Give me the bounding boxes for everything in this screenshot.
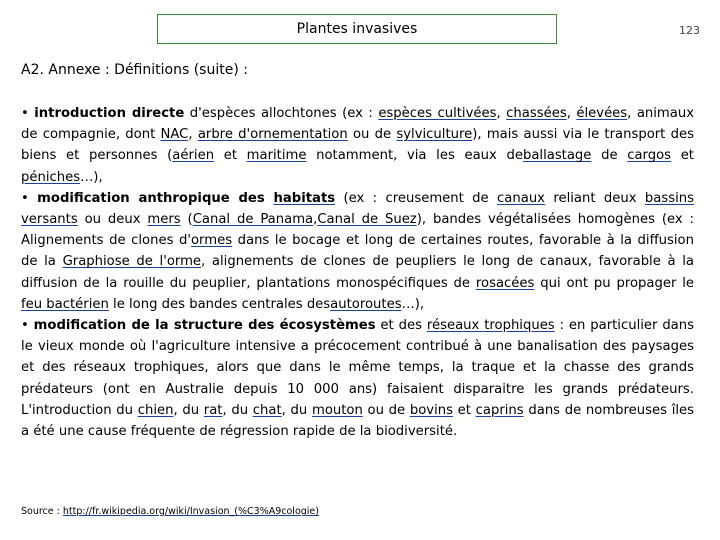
text-run: ( xyxy=(180,212,193,228)
text-run: (ex : creusement de xyxy=(335,190,498,206)
text-run: , xyxy=(566,106,577,121)
slide-title: Plantes invasives xyxy=(296,21,418,37)
text-run: , xyxy=(496,106,507,121)
wiki-link[interactable]: espèces cultivées xyxy=(378,106,497,121)
wiki-link[interactable]: ballastage xyxy=(522,148,592,164)
text-run: le long des bandes centrales des xyxy=(108,296,331,312)
wiki-link[interactable]: autoroutes xyxy=(330,296,402,312)
wiki-link[interactable]: canaux xyxy=(497,190,545,206)
wiki-link[interactable]: réseaux trophiques xyxy=(426,318,555,334)
text-run: dans de nombreuses îles a été une cause fréquente de régression rapide de la biodiversité. xyxy=(21,402,695,440)
wiki-link[interactable]: mers xyxy=(147,212,181,228)
text-run: et des xyxy=(375,318,427,334)
text-run: de xyxy=(591,148,628,164)
bullet-icon: • xyxy=(21,318,29,334)
text-run: ), mais aussi via le transport des biens et personnes ( xyxy=(21,127,694,164)
slide-title-box xyxy=(157,14,557,44)
text-run: , du xyxy=(281,402,312,418)
text-run: et xyxy=(214,148,247,164)
text-run: dans le bocage et long de certaines routes, favorable à la diffusion de la xyxy=(21,233,694,270)
definitions-body xyxy=(21,103,694,442)
text-run: , xyxy=(188,127,198,143)
section-title: A2. Annexe : Définitions (suite) : xyxy=(21,62,248,78)
wiki-link[interactable]: rat xyxy=(203,402,223,418)
text-run: , du xyxy=(173,402,204,418)
definition-paragraph xyxy=(21,315,694,442)
source-label: Source : xyxy=(21,506,63,517)
text-run: modification de la structure des écosystèmes xyxy=(33,318,376,334)
definition-paragraph xyxy=(21,188,694,315)
wiki-link[interactable]: arbre d'ornementation xyxy=(197,127,348,143)
source-link[interactable]: http://fr.wikipedia.org/wiki/Invasion_(%C3%A9cologie) xyxy=(62,506,319,517)
wiki-link[interactable]: péniches xyxy=(21,169,81,185)
wiki-link[interactable]: sylviculture xyxy=(396,127,473,143)
text-run: modification anthropique des xyxy=(37,190,274,206)
wiki-link[interactable]: Canal de Suez xyxy=(317,212,417,228)
definition-paragraph xyxy=(21,103,694,188)
wiki-link[interactable]: bassins versants xyxy=(21,190,695,228)
wiki-link[interactable]: habitats xyxy=(273,190,336,206)
text-run: , du xyxy=(222,402,253,418)
wiki-link[interactable]: élevées xyxy=(576,106,628,121)
text-run: , alignements de clones de peupliers le long de canaux, favorable à la diffusion de la rouille du peuplier, plantations monospécifiques de xyxy=(21,254,694,291)
source-line xyxy=(21,506,319,517)
bullet-icon: • xyxy=(21,190,29,206)
wiki-link[interactable]: bovins xyxy=(409,402,453,418)
text-run: et xyxy=(452,402,476,418)
wiki-link[interactable]: cargos xyxy=(627,148,672,164)
wiki-link[interactable]: mouton xyxy=(311,402,363,418)
wiki-link[interactable]: chat xyxy=(252,402,282,418)
page-number: 123 xyxy=(679,24,700,37)
text-run: , xyxy=(313,212,318,228)
text-run: , animaux de compagnie, dont xyxy=(21,106,695,143)
wiki-link[interactable]: Graphiose de l'orme xyxy=(62,254,202,270)
text-run: : en particulier dans le vieux monde où l'agriculture intensive a précocement contribué à une banalisation des paysages et des réseaux trophiques, alors que dans le même temps, la traque et la chasse des grands prédateurs (ont en Australie depuis 10 000 ans) faisaient disparaitre les grands prédateurs. L'introduction du xyxy=(21,318,694,418)
text-run: reliant deux xyxy=(544,190,645,206)
text-run: d'espèces allochtones (ex : xyxy=(184,106,379,121)
text-run: notamment, via les eaux de xyxy=(306,148,523,164)
wiki-link[interactable]: NAC xyxy=(160,127,189,143)
wiki-link[interactable]: caprins xyxy=(475,402,524,418)
bullet-icon: • xyxy=(21,106,29,121)
wiki-link[interactable]: rosacées xyxy=(475,275,535,291)
text-run: ), bandes végétalisées homogènes (ex : Alignements de clones d' xyxy=(21,212,694,249)
wiki-link[interactable]: Canal de Panama xyxy=(192,212,314,228)
text-run: introduction directe xyxy=(34,106,185,121)
text-run: ou deux xyxy=(77,212,148,228)
wiki-link[interactable]: feu bactérien xyxy=(21,296,109,312)
wiki-link[interactable]: chien xyxy=(137,402,174,418)
text-run: …), xyxy=(401,296,425,312)
wiki-link[interactable]: chassées xyxy=(506,106,567,121)
text-run: et xyxy=(671,148,694,164)
text-run xyxy=(29,191,37,206)
text-run: qui ont pu propager le xyxy=(534,275,695,291)
text-run: ou de xyxy=(362,402,410,418)
text-run: …), xyxy=(80,169,103,185)
wiki-link[interactable]: aérien xyxy=(172,148,215,164)
wiki-link[interactable]: maritime xyxy=(246,148,307,164)
wiki-link[interactable]: ormes xyxy=(190,233,233,249)
text-run: ou de xyxy=(347,127,397,143)
